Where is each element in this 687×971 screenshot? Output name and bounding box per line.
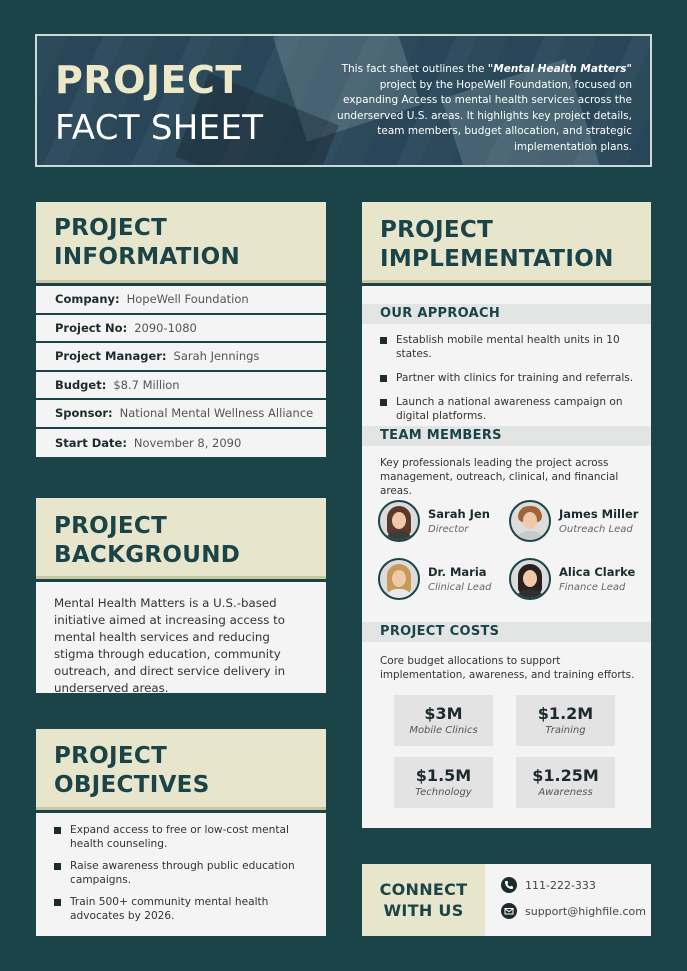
approach-heading: OUR APPROACH — [362, 304, 651, 324]
avatar-face — [392, 570, 406, 587]
objectives-list — [54, 823, 308, 923]
information-title-line1: PROJECT — [54, 215, 168, 241]
avatar-body — [516, 531, 544, 542]
info-row-sponsor — [36, 400, 326, 429]
info-value: $8.7 Million — [113, 377, 180, 392]
cost-amount: $1.25M — [532, 766, 599, 785]
background-title-line2: BACKGROUND — [54, 542, 241, 568]
info-row-project-no — [36, 315, 326, 344]
background-text-box — [36, 582, 326, 693]
objectives-title-box — [36, 729, 326, 810]
cost-card — [394, 695, 493, 746]
header-desc-emphasis: "Mental Health Matters" — [487, 63, 632, 75]
info-value: November 8, 2090 — [133, 435, 242, 450]
objectives-title-line1: PROJECT — [54, 743, 168, 769]
member-role: Outreach Lead — [559, 524, 633, 535]
member-role: Clinical Lead — [428, 582, 492, 593]
team-member-card — [378, 500, 490, 542]
implementation-title-line2: IMPLEMENTATION — [380, 246, 614, 272]
approach-item: Partner with clinics for training and referrals. — [380, 371, 642, 385]
information-title-line2: INFORMATION — [54, 244, 241, 270]
contact-title-box — [362, 864, 485, 936]
objective-item: Train 500+ community mental health advocates by 2026. — [54, 895, 308, 923]
implementation-title-box — [362, 202, 651, 283]
info-row-project-manager — [36, 343, 326, 372]
contact-email[interactable] — [501, 903, 646, 919]
info-value: HopeWell Foundation — [126, 292, 249, 307]
approach-item: Establish mobile mental health units in 10 states. — [380, 333, 642, 361]
costs-heading: PROJECT COSTS — [362, 622, 651, 642]
avatar-face — [523, 512, 537, 529]
background-title-box — [36, 498, 326, 579]
objective-item: Expand access to free or low-cost mental health counseling. — [54, 823, 308, 851]
header-description — [332, 62, 632, 155]
header-banner — [35, 34, 652, 167]
info-label: Project No: — [55, 320, 128, 335]
background-title-line1: PROJECT — [54, 513, 168, 539]
avatar-face — [523, 570, 537, 587]
cost-label: Awareness — [538, 787, 593, 798]
implementation-title-line1: PROJECT — [380, 217, 494, 243]
contact-details — [485, 864, 651, 936]
background-text: Mental Health Matters is a U.S.-based initiative aimed at increasing access to mental health services and reducing stigma through education, community outreach, and direct service delivery in underserved areas. — [54, 596, 286, 695]
header-desc-text: project by the HopeWell Foundation, focused on expanding Access to mental health services across the underserved U.S. areas. It highlights key project details, team members, budget allocation, and strategic implementation plans. — [337, 78, 632, 153]
member-name: James Miller — [559, 507, 639, 521]
info-row-start-date — [36, 429, 326, 458]
header-title-line2: FACT SHEET — [55, 108, 264, 148]
contact-title-line2: WITH US — [383, 901, 464, 920]
info-label: Sponsor: — [55, 406, 113, 421]
team-intro: Key professionals leading the project across management, outreach, clinical, and financial areas. — [380, 457, 619, 497]
info-label: Start Date: — [55, 435, 127, 450]
member-name: Sarah Jen — [428, 507, 490, 521]
cost-amount: $1.2M — [537, 704, 594, 723]
cost-card — [516, 695, 615, 746]
contact-phone[interactable] — [501, 877, 596, 893]
information-title-box — [36, 202, 326, 283]
info-row-budget — [36, 372, 326, 401]
costs-intro: Core budget allocations to support implementation, awareness, and training efforts. — [380, 655, 635, 681]
approach-list — [380, 333, 642, 423]
cost-amount: $3M — [424, 704, 463, 723]
information-list — [36, 286, 326, 457]
cost-label: Mobile Clinics — [409, 725, 478, 736]
header-title-line1: PROJECT — [55, 58, 242, 102]
team-member-card — [378, 558, 491, 600]
cost-label: Technology — [415, 787, 472, 798]
member-text — [428, 565, 491, 593]
avatar — [378, 500, 420, 542]
info-label: Budget: — [55, 377, 107, 392]
email-address: support@highfile.com — [525, 904, 646, 918]
avatar-face — [392, 512, 406, 529]
info-value: National Mental Wellness Alliance — [119, 406, 314, 421]
info-label: Company: — [55, 292, 120, 307]
info-row-company — [36, 286, 326, 315]
cost-card — [516, 757, 615, 808]
phone-icon — [501, 877, 517, 893]
objectives-title-line2: OBJECTIVES — [54, 772, 210, 798]
member-name: Dr. Maria — [428, 565, 487, 579]
member-role: Finance Lead — [559, 582, 626, 593]
member-role: Director — [428, 524, 469, 535]
cost-label: Training — [545, 725, 586, 736]
team-member-card — [509, 558, 635, 600]
cost-amount: $1.5M — [415, 766, 472, 785]
header-desc-text: This fact sheet outlines the — [341, 63, 488, 75]
objectives-list-box — [36, 813, 326, 936]
objective-item: Raise awareness through public education campaigns. — [54, 859, 308, 887]
info-value: Sarah Jennings — [173, 349, 260, 364]
member-name: Alica Clarke — [559, 565, 636, 579]
member-text — [559, 565, 635, 593]
avatar — [509, 558, 551, 600]
phone-number: 111-222-333 — [525, 878, 596, 892]
info-value: 2090-1080 — [134, 320, 197, 335]
team-member-card — [509, 500, 638, 542]
member-text — [428, 507, 490, 535]
team-heading: TEAM MEMBERS — [362, 426, 651, 446]
contact-title-line1: CONNECT — [379, 880, 468, 899]
approach-item: Launch a national awareness campaign on digital platforms. — [380, 395, 642, 423]
avatar — [509, 500, 551, 542]
cost-card — [394, 757, 493, 808]
mail-icon — [501, 903, 517, 919]
avatar — [378, 558, 420, 600]
info-label: Project Manager: — [55, 349, 167, 364]
member-text — [559, 507, 638, 535]
